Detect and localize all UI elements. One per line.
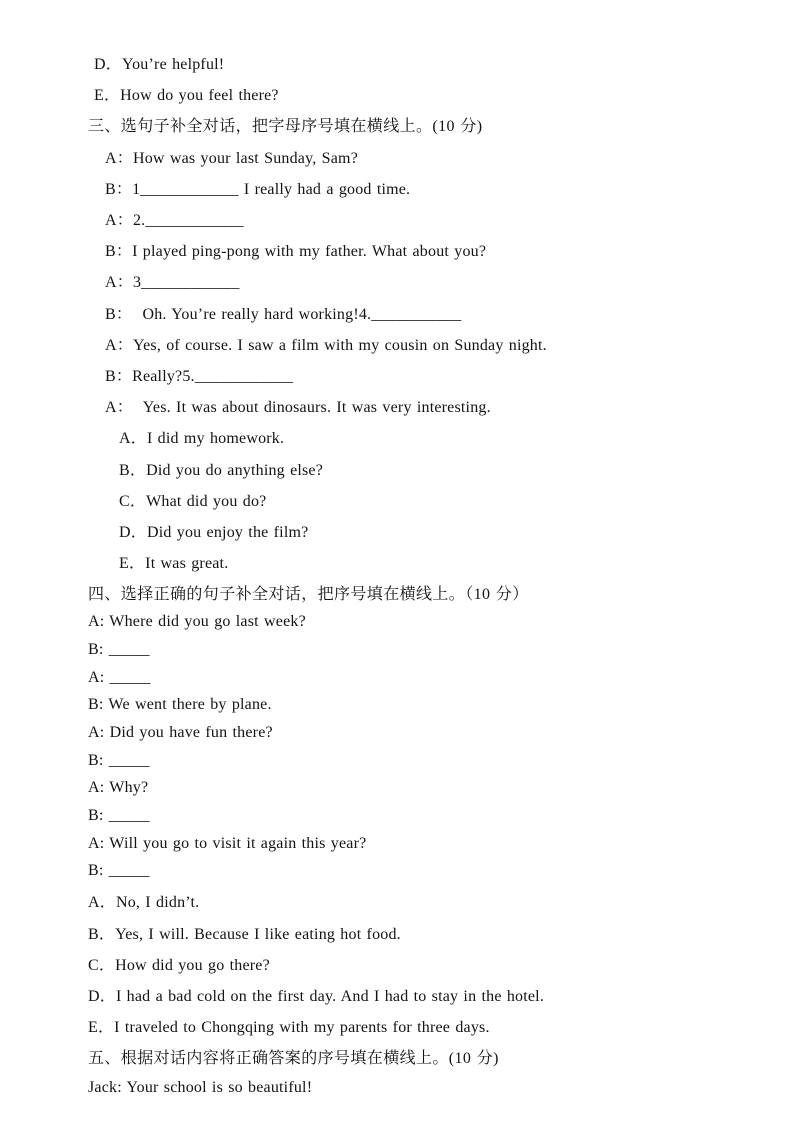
section-heading: 四、选择正确的句子补全对话，把序号填在横线上。（10 分）	[88, 586, 529, 604]
dialogue-line: A： Yes. It was about dinosaurs. It was very interesting.	[105, 399, 491, 417]
dialogue-line: B：Really?5.____________	[105, 367, 294, 385]
option-item: B．Yes, I will. Because I like eating hot food.	[88, 925, 401, 943]
dialogue-line: A: Why?	[88, 779, 149, 797]
option-item: A．I did my homework.	[119, 430, 285, 448]
option-item: B．Did you do anything else?	[119, 461, 324, 479]
option-item: E．It was great.	[119, 555, 229, 573]
option-item: E．How do you feel there?	[94, 87, 279, 105]
dialogue-line: B: _____	[88, 751, 150, 769]
dialogue-line: B: _____	[88, 640, 150, 658]
dialogue-line: A：How was your last Sunday, Sam?	[105, 149, 359, 167]
section-heading: 三、选句子补全对话，把字母序号填在横线上。(10 分)	[88, 118, 483, 136]
dialogue-line: Jack: Your school is so beautiful!	[88, 1078, 313, 1096]
document-body	[88, 47, 753, 1104]
option-item: A．No, I didn’t.	[88, 894, 200, 912]
dialogue-line: A: Where did you go last week?	[88, 613, 306, 631]
dialogue-line: A: _____	[88, 668, 151, 686]
dialogue-line: A：3____________	[105, 274, 240, 292]
dialogue-line: B: We went there by plane.	[88, 696, 272, 714]
option-item: D．I had a bad cold on the first day. And I had to stay in the hotel.	[88, 987, 545, 1005]
option-item: E．I traveled to Chongqing with my parents for three days.	[88, 1019, 490, 1037]
dialogue-line: A: Will you go to visit it again this year?	[88, 834, 367, 852]
option-item: D．Did you enjoy the film?	[119, 523, 309, 541]
option-item: D．You’re helpful!	[94, 56, 225, 74]
dialogue-line: B：I played ping-pong with my father. What about you?	[105, 243, 487, 261]
dialogue-line: A: Did you have fun there?	[88, 723, 273, 741]
option-item: C．What did you do?	[119, 492, 267, 510]
dialogue-line: B： Oh. You’re really hard working!4.___________	[105, 305, 462, 323]
dialogue-line: B: _____	[88, 862, 150, 880]
dialogue-line: B：1____________ I really had a good time.	[105, 180, 411, 198]
dialogue-line: B: _____	[88, 807, 150, 825]
option-item: C．How did you go there?	[88, 956, 270, 974]
dialogue-line: A：Yes, of course. I saw a film with my cousin on Sunday night.	[105, 336, 547, 354]
section-heading: 五、根据对话内容将正确答案的序号填在横线上。(10 分)	[88, 1050, 499, 1068]
dialogue-line: A：2.____________	[105, 212, 244, 230]
